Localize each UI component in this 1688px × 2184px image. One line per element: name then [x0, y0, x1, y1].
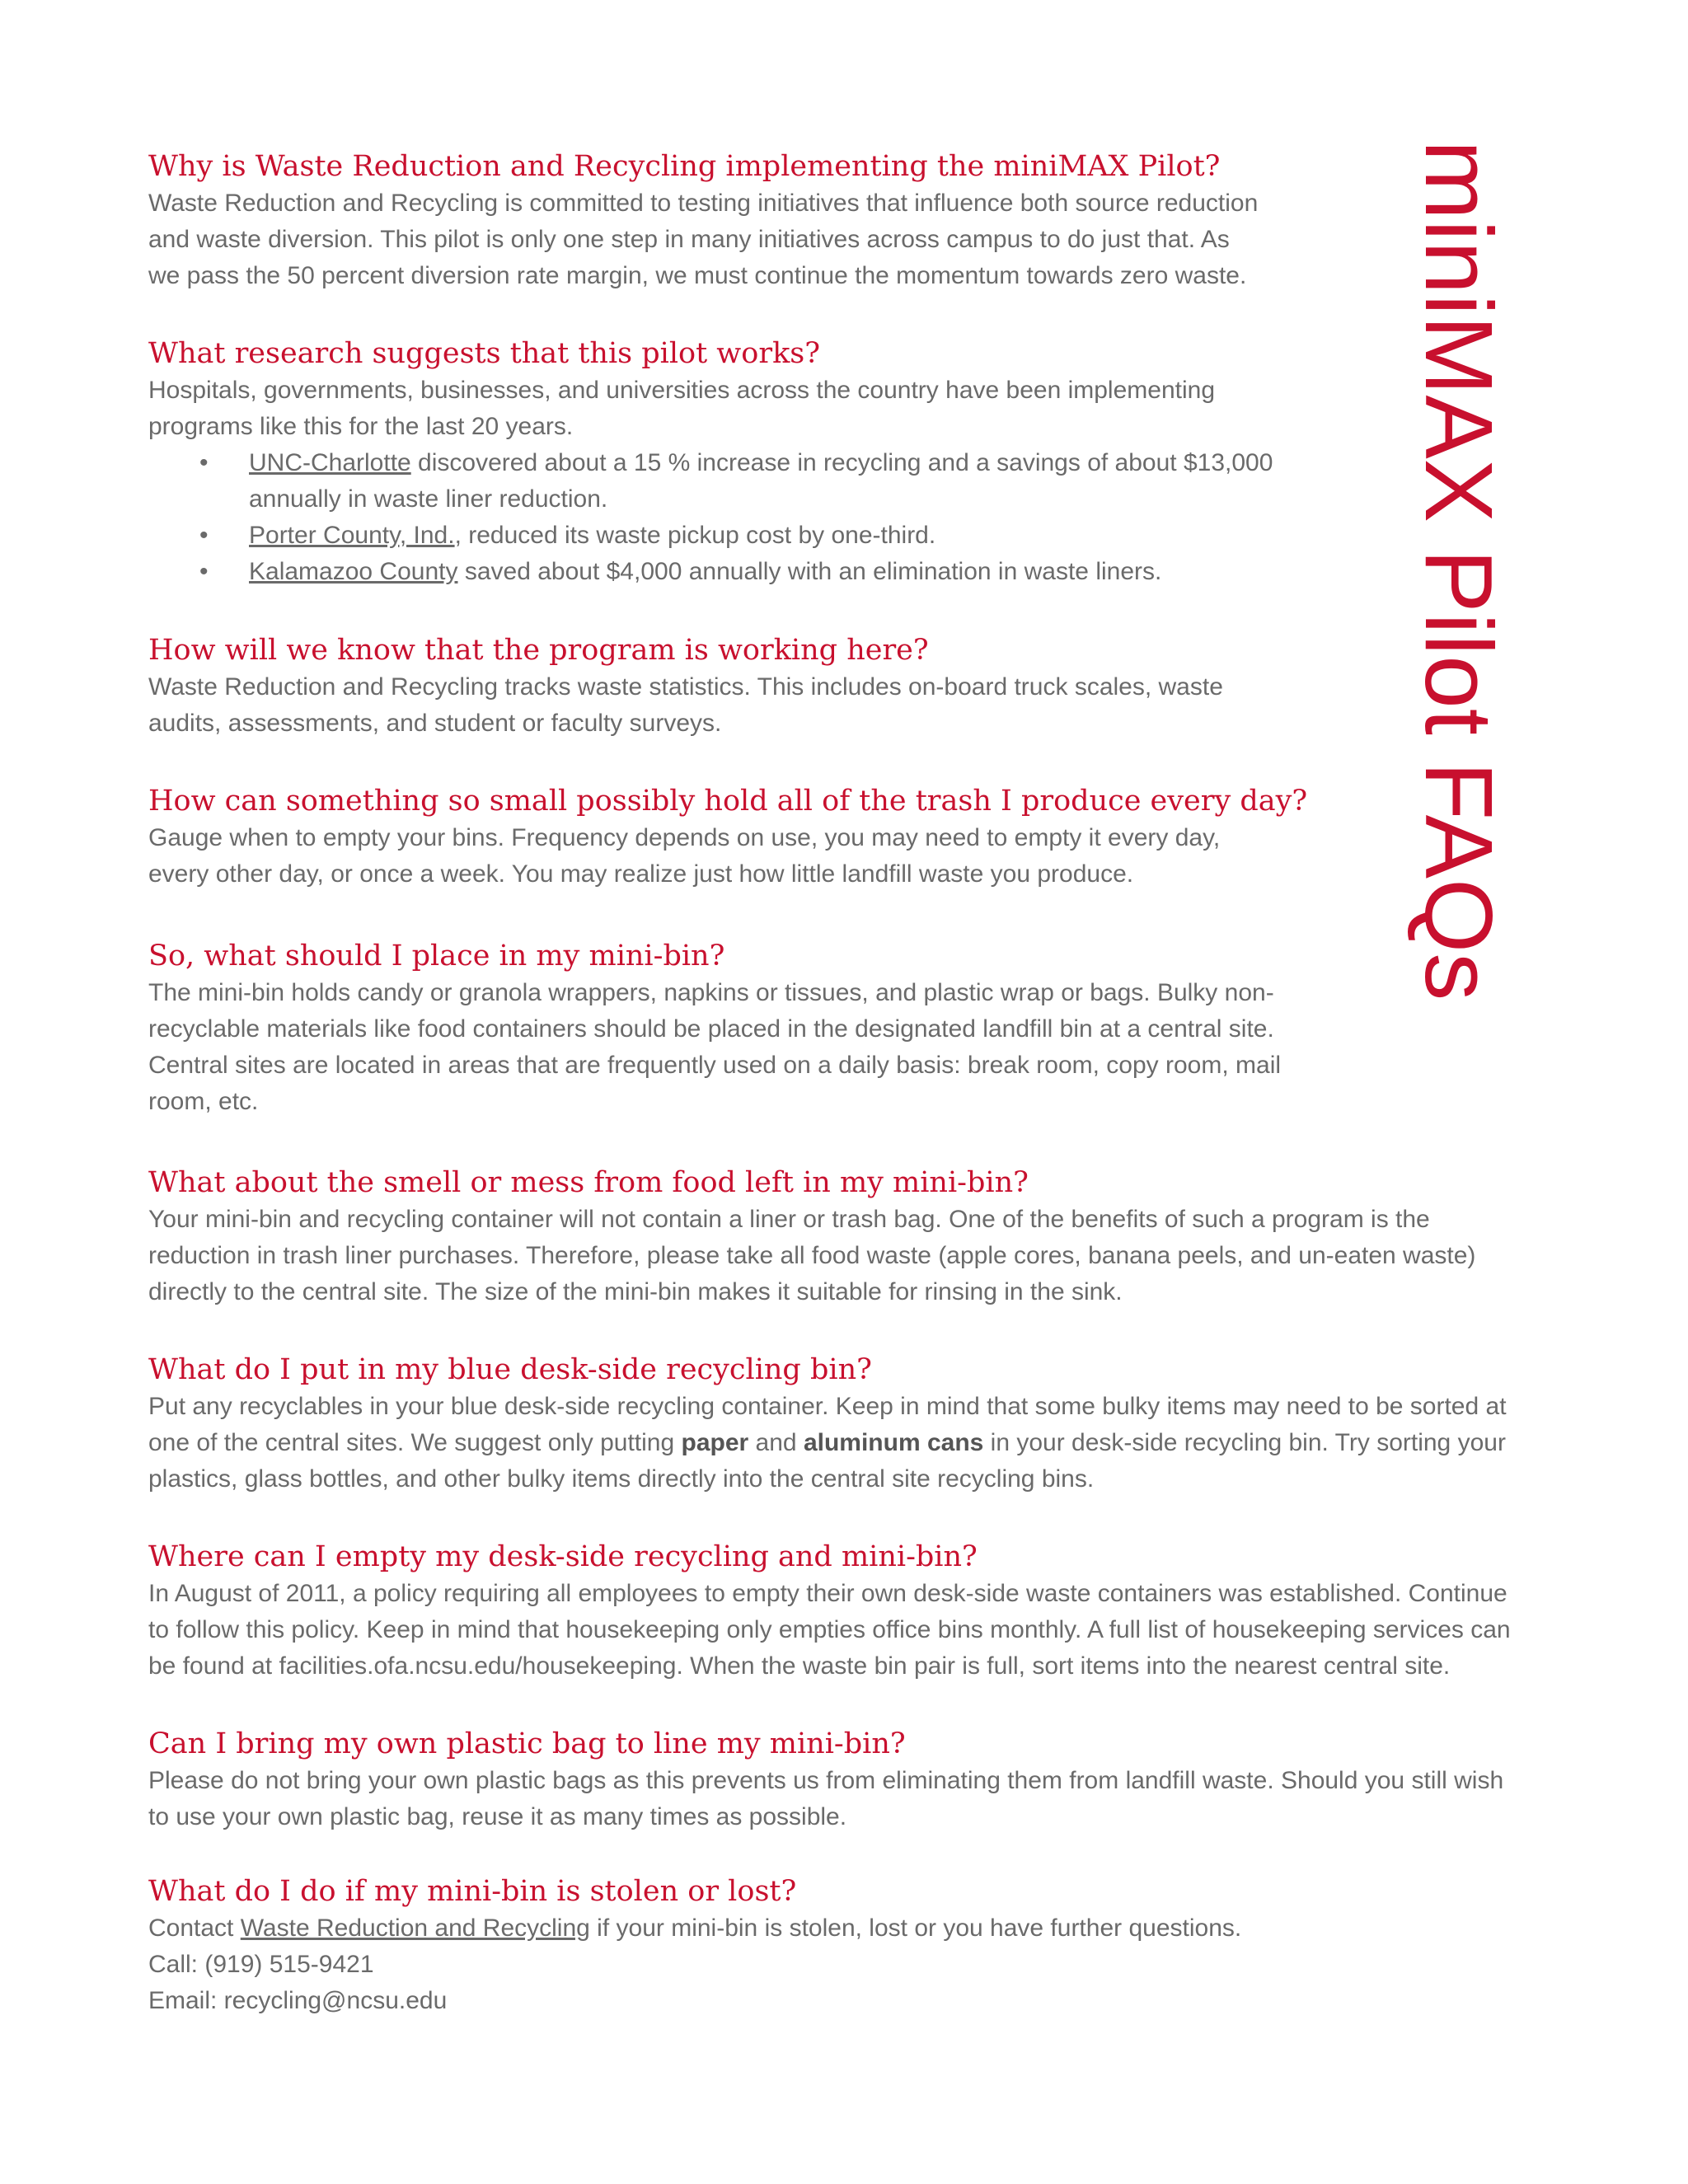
answer-line: Put any recyclables in your blue desk-side recycling container. Keep in mind that some bulky items may need to be sorted at	[148, 1393, 1507, 1420]
bullet-text-continued: annually in waste liner reduction.	[249, 485, 608, 513]
answer-line: Central sites are located in areas that are frequently used on a daily basis: break room, copy room, mail	[148, 1052, 1282, 1079]
answer-line: be found at facilities.ofa.ncsu.edu/housekeeping. When the waste bin pair is full, sort items into the nearest central site.	[148, 1652, 1451, 1680]
faq-answer	[148, 1910, 1241, 2019]
bullet-list	[148, 445, 1273, 590]
answer-line: and waste diversion. This pilot is only one step in many initiatives across campus to do just that. As	[148, 226, 1230, 253]
faq-answer	[148, 1576, 1511, 1685]
answer-text: one of the central sites. We suggest only putting	[148, 1429, 682, 1456]
answer-line: Hospitals, governments, businesses, and universities across the country have been implementing	[148, 377, 1216, 404]
faq-question: How will we know that the program is working here?	[148, 634, 929, 667]
answer-line: every other day, or once a week. You may realize just how little landfill waste you produce.	[148, 860, 1134, 888]
faq-answer	[148, 1389, 1507, 1497]
answer-line: plastics, glass bottles, and other bulky items directly into the central site recycling bins.	[148, 1465, 1095, 1493]
faq-section	[148, 1539, 1511, 1685]
faq-section	[148, 632, 1223, 742]
answer-line: we pass the 50 percent diversion rate margin, we must continue the momentum towards zero waste.	[148, 262, 1247, 289]
answer-text: Contact	[148, 1915, 241, 1942]
answer-line: room, etc.	[148, 1088, 259, 1115]
answer-line: audits, assessments, and student or faculty surveys.	[148, 710, 722, 737]
faq-answer	[148, 820, 1307, 893]
bold-paper: paper	[681, 1429, 749, 1456]
answer-line: recyclable materials like food containers should be placed in the designated landfill bin at a central site.	[148, 1015, 1274, 1043]
bold-aluminum-cans: aluminum cans	[803, 1429, 984, 1456]
answer-text: and	[748, 1429, 804, 1456]
porter-county-link[interactable]: Porter County, Ind.	[249, 522, 455, 549]
bullet-text: discovered about a 15 % increase in recycling and a savings of about $13,000	[410, 449, 1273, 476]
unc-charlotte-link[interactable]: UNC-Charlotte	[249, 449, 411, 476]
vertical-page-title: miniMAX Pilot FAQs	[1405, 140, 1512, 1001]
waste-reduction-link[interactable]: Waste Reduction and Recycling	[240, 1915, 590, 1942]
answer-line: programs like this for the last 20 years.	[148, 413, 574, 440]
faq-question: What do I put in my blue desk-side recycling bin?	[148, 1353, 872, 1386]
bullet-text: , reduced its waste pickup cost by one-third.	[454, 522, 936, 549]
answer-line	[148, 1425, 1507, 1461]
faq-section	[148, 335, 1273, 590]
contact-phone: Call: (919) 515-9421	[148, 1951, 374, 1978]
faq-answer	[148, 1763, 1503, 1835]
answer-line: Waste Reduction and Recycling tracks waste statistics. This includes on-board truck scales, waste	[148, 673, 1223, 701]
faq-question: How can something so small possibly hold all of the trash I produce every day?	[148, 785, 1308, 818]
faq-section	[148, 1165, 1475, 1310]
answer-line: In August of 2011, a policy requiring all employees to empty their own desk-side waste containers was established. Continue	[148, 1580, 1507, 1607]
bullet-item	[148, 554, 1273, 590]
faq-section	[148, 1873, 1241, 2019]
faq-question: Where can I empty my desk-side recycling and mini-bin?	[148, 1540, 978, 1573]
faq-section	[148, 1726, 1503, 1835]
answer-line: reduction in trash liner purchases. Therefore, please take all food waste (apple cores, banana peels, and un-eaten waste)	[148, 1242, 1476, 1269]
bullet-text: saved about $4,000 annually with an elimination in waste liners.	[457, 558, 1162, 585]
answer-text: if your mini-bin is stolen, lost or you have further questions.	[589, 1915, 1242, 1942]
faq-section	[148, 938, 1281, 1120]
faq-question: Can I bring my own plastic bag to line my mini-bin?	[148, 1727, 906, 1760]
answer-line: directly to the central site. The size of the mini-bin makes it suitable for rinsing in the sink.	[148, 1278, 1123, 1305]
faq-question: So, what should I place in my mini-bin?	[148, 940, 725, 972]
faq-question: What about the smell or mess from food left in my mini-bin?	[148, 1166, 1029, 1199]
bullet-item	[148, 445, 1273, 518]
kalamazoo-county-link[interactable]: Kalamazoo County	[249, 558, 458, 585]
faq-answer	[148, 373, 1273, 590]
answer-line: to follow this policy. Keep in mind that housekeeping only empties office bins monthly. A full list of housekeeping services can	[148, 1616, 1511, 1643]
faq-answer	[148, 669, 1223, 742]
answer-text: in your desk-side recycling bin. Try sorting your	[983, 1429, 1506, 1456]
faq-section	[148, 1352, 1507, 1497]
faq-answer	[148, 185, 1258, 294]
faq-question: What research suggests that this pilot works?	[148, 337, 820, 370]
answer-line: to use your own plastic bag, reuse it as many times as possible.	[148, 1803, 847, 1830]
answer-line: The mini-bin holds candy or granola wrappers, napkins or tissues, and plastic wrap or bags. Bulky non-	[148, 979, 1274, 1006]
answer-line: Your mini-bin and recycling container will not contain a liner or trash bag. One of the benefits of such a program is the	[148, 1206, 1430, 1233]
answer-line	[148, 1910, 1241, 1947]
answer-line: Please do not bring your own plastic bags as this prevents us from eliminating them from landfill waste. Should you still wish	[148, 1767, 1504, 1794]
faq-answer	[148, 1202, 1475, 1310]
answer-line: Waste Reduction and Recycling is committed to testing initiatives that influence both source reduction	[148, 190, 1259, 217]
faq-section	[148, 148, 1258, 294]
faq-question: What do I do if my mini-bin is stolen or lost?	[148, 1875, 797, 1908]
faq-question: Why is Waste Reduction and Recycling implementing the miniMAX Pilot?	[148, 150, 1221, 183]
faq-section	[148, 783, 1307, 893]
contact-email: Email: recycling@ncsu.edu	[148, 1987, 448, 2014]
answer-line: Gauge when to empty your bins. Frequency depends on use, you may need to empty it every day,	[148, 824, 1221, 851]
bullet-item	[148, 518, 1273, 554]
faq-answer	[148, 975, 1281, 1120]
